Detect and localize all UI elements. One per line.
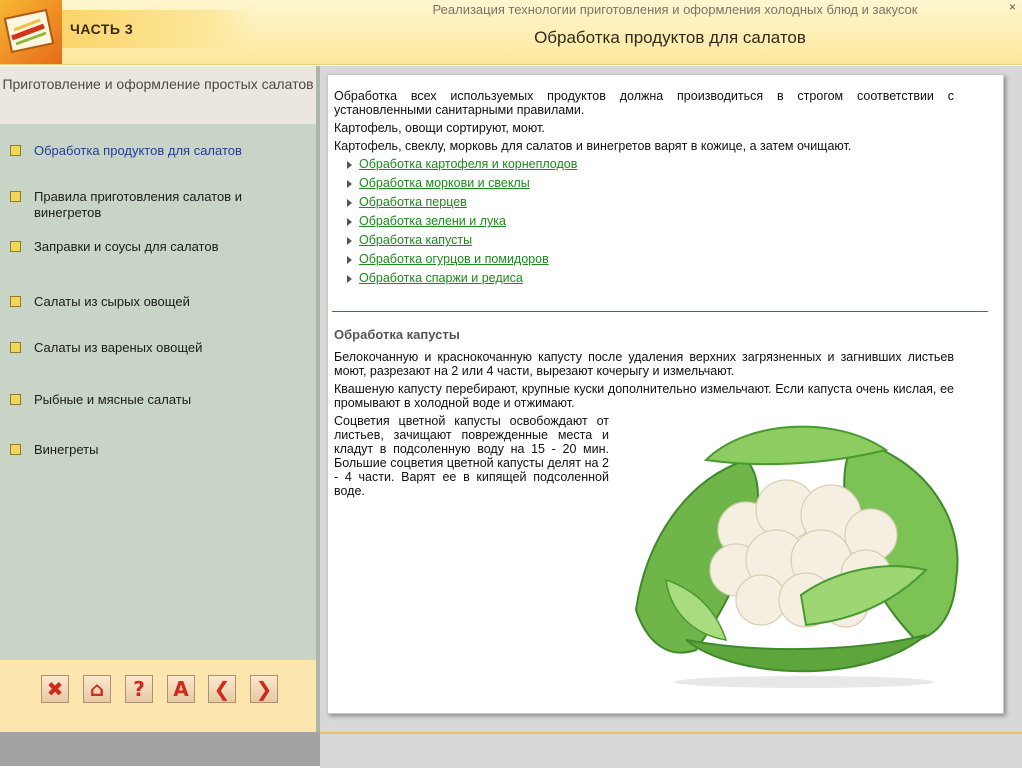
close-button[interactable]	[41, 675, 69, 703]
link-peppers[interactable]: Обработка перцев	[359, 195, 467, 209]
list-item	[347, 271, 954, 290]
sidebar-item-label: Винегреты	[34, 442, 99, 457]
home-icon: ⌂	[89, 677, 105, 701]
bullet-icon	[10, 145, 21, 156]
status-bar-left	[0, 732, 320, 766]
close-icon: ✖	[46, 677, 64, 701]
list-item	[347, 157, 954, 176]
help-button[interactable]	[125, 675, 153, 703]
list-item	[347, 252, 954, 271]
part-label	[62, 10, 252, 48]
sidebar	[0, 66, 320, 732]
intro-paragraph: Картофель, овощи сортируют, моют.	[334, 121, 545, 135]
home-button[interactable]	[83, 675, 111, 703]
arrow-right-icon	[347, 218, 352, 226]
header	[0, 0, 1022, 65]
font-button[interactable]	[167, 675, 195, 703]
sidebar-item-boiled-vegetables[interactable]	[10, 340, 300, 356]
link-greens[interactable]: Обработка зелени и лука	[359, 214, 506, 228]
sidebar-item-label: Салаты из сырых овощей	[34, 294, 190, 309]
bullet-icon	[10, 342, 21, 353]
divider	[332, 311, 988, 312]
intro-paragraph: Картофель, свеклу, морковь для салатов и винегретов варят в кожице, а затем очищают.	[334, 139, 852, 153]
sidebar-item-dressings[interactable]	[10, 239, 300, 255]
list-item	[347, 214, 954, 233]
link-cabbage[interactable]: Обработка капусты	[359, 233, 473, 247]
link-asparagus[interactable]: Обработка спаржи и редиса	[359, 271, 523, 285]
arrow-right-icon	[347, 180, 352, 188]
section-paragraph: Соцветия цветной капусты освобождают от листьев, зачищают поврежденные места и кладут в подсоленную воду на 15 - 20 мин. Большие соцветия цветной капусты делят на 2 - 4 части. Варят ее в кипящей подсоленной воде.	[334, 414, 609, 498]
section-paragraph: Квашеную капусту перебирают, крупные куски дополнительно измельчают. Если капуста очень кислая, ее промывают в холодной воде и отжимают.	[334, 382, 954, 410]
cauliflower-image	[626, 420, 976, 690]
list-item	[347, 233, 954, 252]
bullet-icon	[10, 444, 21, 455]
arrow-right-icon	[347, 275, 352, 283]
bullet-icon	[10, 191, 21, 202]
help-icon: ?	[133, 677, 145, 701]
sidebar-item-rules[interactable]	[10, 189, 300, 221]
page-title: Обработка продуктов для салатов	[534, 28, 806, 47]
link-carrots[interactable]: Обработка моркови и свеклы	[359, 176, 530, 190]
section-heading: Обработка капусты	[334, 327, 460, 342]
link-potatoes[interactable]: Обработка картофеля и корнеплодов	[359, 157, 578, 171]
content-panel	[327, 74, 1004, 714]
toolbar	[0, 660, 316, 732]
sidebar-item-label: Заправки и соусы для салатов	[34, 239, 219, 254]
sidebar-title: Приготовление и оформление простых салатов	[0, 66, 316, 124]
sidebar-item-label: Рыбные и мясные салаты	[34, 392, 192, 407]
arrow-right-icon	[347, 161, 352, 169]
course-title: Реализация технологии приготовления и оформления холодных блюд и закусок	[432, 2, 918, 17]
bullet-icon	[10, 296, 21, 307]
font-icon: A	[173, 677, 189, 701]
window-close-icon[interactable]: ×	[1008, 0, 1016, 14]
back-icon: ❮	[213, 677, 231, 701]
forward-button[interactable]	[250, 675, 278, 703]
intro-paragraph: Обработка всех используемых продуктов должна производиться в строгом соответствии с установленными санитарными правилами.	[334, 89, 954, 117]
arrow-right-icon	[347, 237, 352, 245]
part-label-text: ЧАСТЬ 3	[70, 21, 134, 37]
back-button[interactable]	[208, 675, 236, 703]
arrow-right-icon	[347, 199, 352, 207]
status-bar-right	[320, 732, 1022, 768]
bullet-icon	[10, 394, 21, 405]
topic-links	[334, 157, 954, 290]
arrow-right-icon	[347, 256, 352, 264]
list-item	[347, 176, 954, 195]
sidebar-item-processing[interactable]	[10, 143, 300, 159]
intro-block	[334, 89, 954, 290]
bullet-icon	[10, 241, 21, 252]
sidebar-item-label: Салаты из вареных овощей	[34, 340, 203, 355]
sidebar-item-label: Правила приготовления салатов и винегретов	[34, 189, 242, 220]
link-cucumbers[interactable]: Обработка огурцов и помидоров	[359, 252, 549, 266]
section-paragraph: Белокочанную и краснокочанную капусту после удаления верхних загрязненных и загнивших листьев моют, разрезают на 2 или 4 части, вырезают кочерыгу и измельчают.	[334, 350, 954, 378]
sidebar-item-raw-vegetables[interactable]	[10, 294, 300, 310]
sidebar-item-vinaigrettes[interactable]	[10, 442, 300, 458]
forward-icon: ❯	[255, 677, 273, 701]
sidebar-item-label: Обработка продуктов для салатов	[34, 143, 242, 158]
logo	[0, 0, 62, 64]
list-item	[347, 195, 954, 214]
sidebar-item-fish-meat[interactable]	[10, 392, 300, 408]
